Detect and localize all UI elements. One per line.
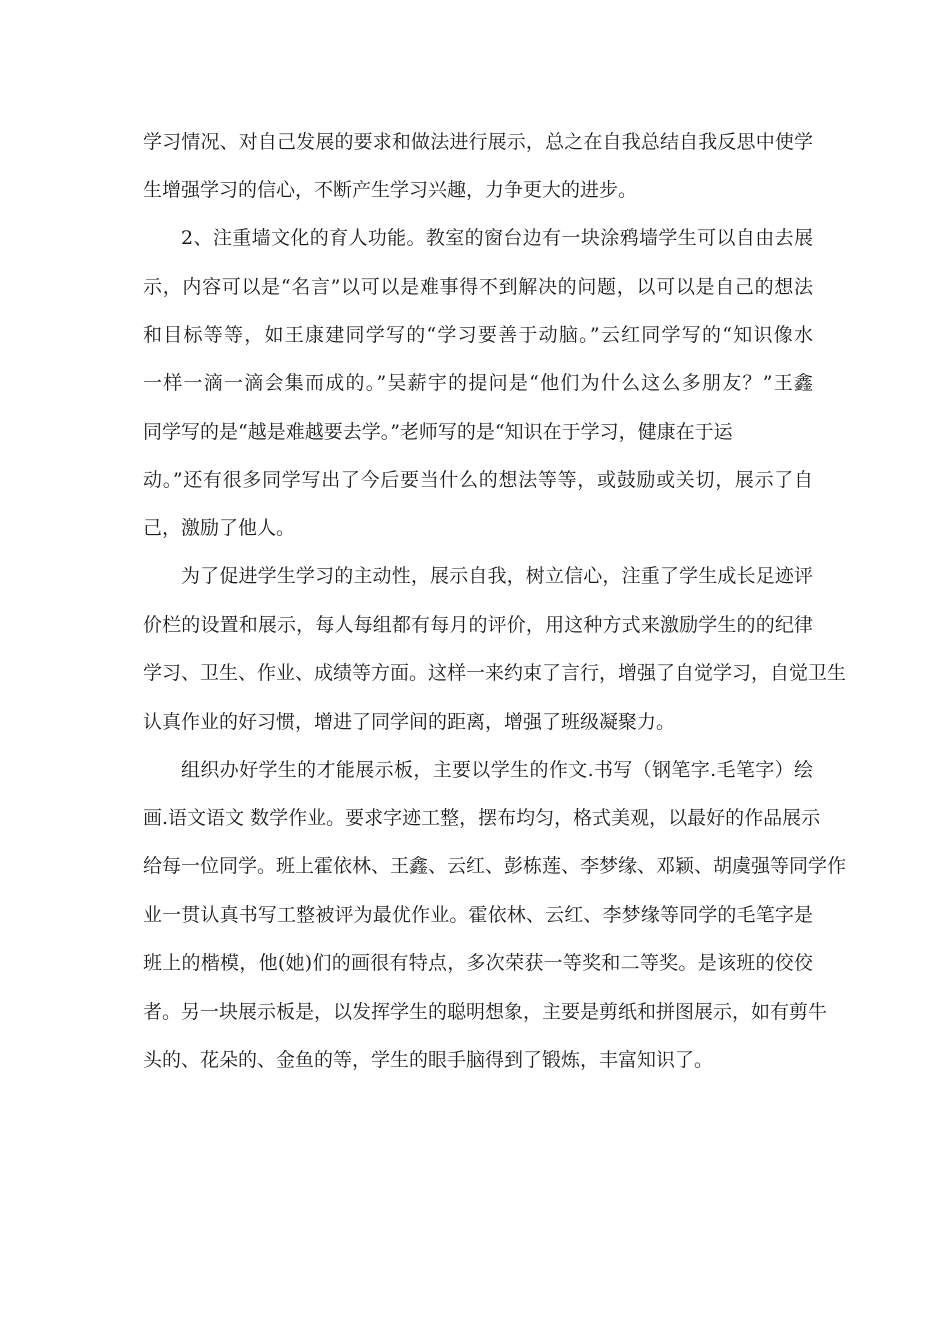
text-line: 给每一位同学。班上霍依林、王鑫、云红、彭栋莲、李梦缘、邓颖、胡虞强等同学作 <box>143 855 847 877</box>
text-line: 认真作业的好习惯，增进了同学间的距离，增强了班级凝聚力。 <box>143 711 676 733</box>
text-line: 者。另一块展示板是，以发挥学生的聪明想象，主要是剪纸和拼图展示，如有剪牛 <box>143 1001 828 1023</box>
text-line: 生增强学习的信心，不断产生学习兴趣，力争更大的进步。 <box>143 179 638 201</box>
text-line: 同学写的是“越是难越要去学。”老师写的是“知识在于学习，健康在于运 <box>143 421 733 443</box>
text-line: 己，激励了他人。 <box>143 517 296 539</box>
text-line: 示，内容可以是“名言”以可以是难事得不到解决的问题，以可以是自己的想法 <box>143 276 813 298</box>
paragraph-start-line: 2、注重墙文化的育人功能。教室的窗台边有一块涂鸦墙学生可以自由去展 <box>181 227 813 249</box>
text-line: 头的、花朵的、金鱼的等，学生的眼手脑得到了锻炼，丰富知识了。 <box>143 1049 714 1071</box>
text-line: 画.语文语文 数学作业。要求字迹工整，摆布均匀，格式美观，以最好的作品展示 <box>143 807 821 829</box>
text-line: 学习情况、对自己发展的要求和做法进行展示，总之在自我总结自我反思中使学 <box>143 131 813 153</box>
paragraph-start-line: 组织办好学生的才能展示板，主要以学生的作文.书写（钢笔字.毛笔字）绘 <box>181 759 813 781</box>
text-line: 价栏的设置和展示，每人每组都有每月的评价，用这种方式来激励学生的的纪律 <box>143 614 813 636</box>
paragraph-start-line: 为了促进学生学习的主动性，展示自我，树立信心，注重了学生成长足迹评 <box>181 565 813 587</box>
text-line: 业一贯认真书写工整被评为最优作业。霍依林、云红、李梦缘等同学的毛笔字是 <box>143 904 813 926</box>
text-line: 学习、卫生、作业、成绩等方面。这样一来约束了言行，增强了自觉学习，自觉卫生 <box>143 662 847 684</box>
text-line: 和目标等等，如王康建同学写的“学习要善于动脑。”云红同学写的“知识像水 <box>143 324 813 346</box>
text-line: 动。”还有很多同学写出了今后要当什么的想法等等，或鼓励或关切，展示了自 <box>143 469 813 491</box>
text-line: 一样一滴一滴会集而成的。”吴薪宇的提问是“他们为什么这么多朋友？”王鑫 <box>143 372 813 394</box>
text-line: 班上的楷模，他(她)们的画很有特点，多次荣获一等奖和二等奖。是该班的佼佼 <box>143 952 813 974</box>
